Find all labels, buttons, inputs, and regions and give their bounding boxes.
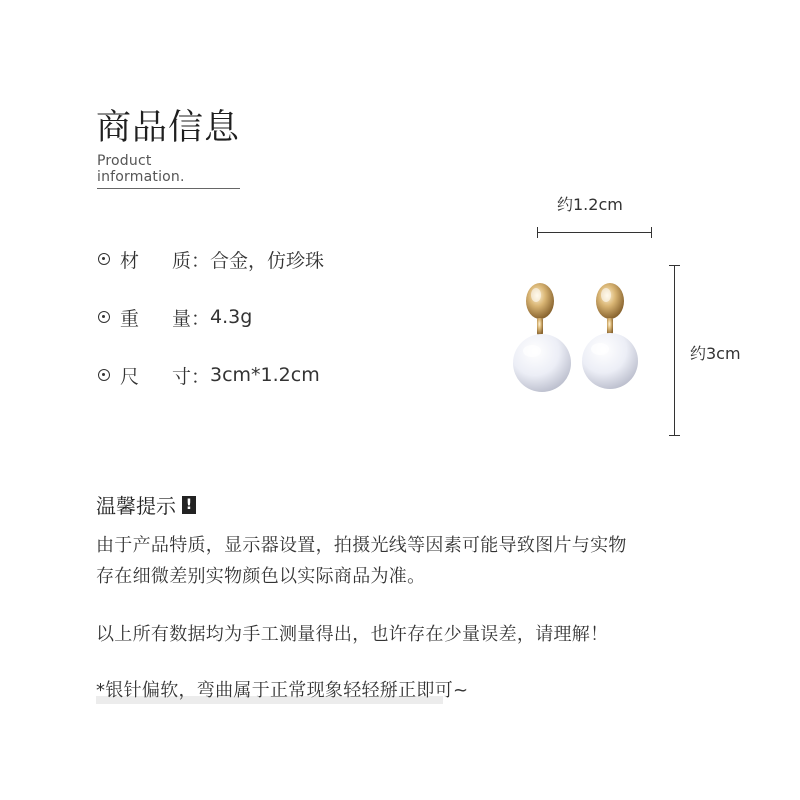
left-earring (513, 283, 571, 392)
height-dimension-label: 约3cm (690, 344, 741, 363)
spec-key-char-1: 材 (120, 249, 140, 272)
spec-row-size (98, 362, 320, 388)
spec-key-char-2: 质： (172, 249, 211, 272)
spec-key-char-1: 尺 (120, 365, 140, 388)
width-dimension-label: 约1.2cm (557, 195, 623, 214)
silver-needle-note (96, 676, 468, 702)
notice-line: 由于产品特质，显示器设置，拍摄光线等因素可能导致图片与实物 (96, 535, 627, 556)
bullet-icon (98, 369, 110, 381)
note-text: *银针偏软，弯曲属于正常现象轻轻掰正即可~ (96, 680, 469, 701)
bullet-icon (98, 253, 110, 265)
right-earring (582, 283, 638, 389)
bullet-icon (98, 311, 110, 323)
page-title: 商品信息 (96, 108, 241, 148)
pearl-earrings-image (505, 278, 645, 403)
notice-paragraph-1 (96, 530, 627, 592)
height-dimension-line (674, 265, 675, 436)
exclamation-icon: ! (182, 496, 196, 514)
spec-value: 合金，仿珍珠 (210, 249, 325, 272)
spec-value: 4.3g (210, 306, 253, 328)
spec-key-char-2: 量： (172, 307, 211, 330)
notice-title (96, 490, 196, 519)
width-dimension-line (537, 232, 652, 233)
spec-key-char-2: 寸： (172, 365, 211, 388)
spec-row-weight (98, 304, 252, 330)
spec-value: 3cm*1.2cm (210, 364, 320, 386)
notice-line: 存在细微差别实物颜色以实际商品为准。 (96, 566, 426, 587)
notice-paragraph-2: 以上所有数据均为手工测量得出，也许存在少量误差，请理解！ (96, 624, 609, 645)
notice-title-text: 温馨提示 (96, 494, 176, 518)
spec-key-char-1: 重 (120, 307, 140, 330)
page-subtitle: Product information. (97, 153, 240, 189)
spec-row-material (98, 246, 324, 272)
